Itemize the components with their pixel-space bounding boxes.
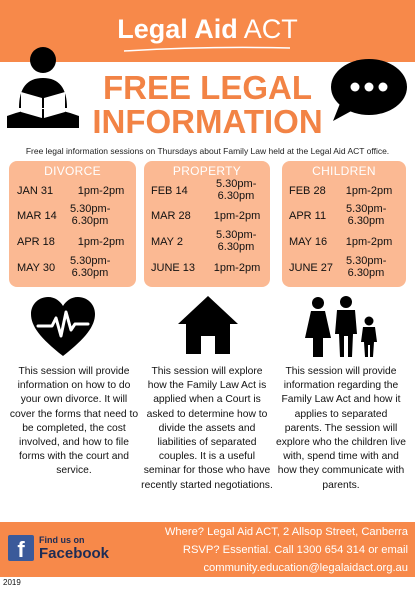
logo-light-text: ACT bbox=[243, 14, 298, 44]
session-row bbox=[144, 178, 270, 204]
session-date: JUNE 13 bbox=[151, 262, 196, 274]
session-time: 5.30pm-6.30pm bbox=[70, 255, 111, 279]
session-row bbox=[144, 229, 270, 255]
session-date: APR 18 bbox=[17, 236, 55, 248]
facebook-small-text: Find us on bbox=[39, 535, 85, 545]
session-time: 1pm-2pm bbox=[213, 262, 261, 274]
session-date: MAY 30 bbox=[17, 262, 56, 274]
session-time: 5.30pm-6.30pm bbox=[216, 178, 257, 202]
person-reading-icon bbox=[5, 46, 81, 132]
session-row bbox=[282, 229, 406, 255]
footer-email-link[interactable]: community.education@legalaidact.org.au bbox=[203, 562, 408, 574]
session-date: MAY 16 bbox=[289, 236, 328, 248]
family-icon bbox=[302, 296, 382, 358]
year-label: 2019 bbox=[3, 578, 21, 587]
page-title-line-2: INFORMATION bbox=[92, 103, 323, 140]
children-description: This session will provide information regarding the Family Law Act and how it applies to separated parents. The session will explore who the children live with, spend time with and how they communicate with parents. bbox=[276, 366, 406, 491]
legal-aid-logo bbox=[0, 14, 415, 44]
card-heading: DIVORCE bbox=[44, 164, 101, 178]
session-row bbox=[9, 229, 136, 255]
footer-rsvp: RSVP? Essential. Call 1300 654 314 or email bbox=[182, 544, 408, 556]
session-time: 1pm-2pm bbox=[213, 210, 261, 222]
card-heading: PROPERTY bbox=[172, 164, 242, 178]
session-row bbox=[9, 203, 136, 229]
session-date: FEB 28 bbox=[289, 185, 326, 197]
property-description: This session will explore how the Family Law Act is applied when a Court is asked to determine how to divide the assets and liabilities of separated couples. It is a useful seminar for those who have recently started negotiations. bbox=[141, 366, 273, 491]
session-row bbox=[282, 203, 406, 229]
session-date: JUNE 27 bbox=[289, 262, 334, 274]
session-time: 1pm-2pm bbox=[345, 236, 393, 248]
session-time: 5.30pm-6.30pm bbox=[70, 203, 111, 227]
facebook-big-text: Facebook bbox=[39, 545, 110, 562]
heart-pulse-icon bbox=[30, 296, 96, 358]
session-date: JAN 31 bbox=[17, 185, 54, 197]
property-session-card bbox=[144, 161, 270, 287]
logo-swoosh bbox=[122, 44, 292, 54]
session-time: 5.30pm-6.30pm bbox=[346, 255, 387, 279]
session-row bbox=[282, 255, 406, 281]
session-date: APR 11 bbox=[289, 210, 327, 222]
session-date: MAR 14 bbox=[17, 210, 57, 222]
session-time: 1pm-2pm bbox=[77, 185, 125, 197]
session-time: 1pm-2pm bbox=[77, 236, 125, 248]
subtitle: Free legal information sessions on Thursdays about Family Law held at the Legal Aid ACT office. bbox=[25, 146, 390, 156]
session-row bbox=[144, 255, 270, 281]
session-time: 5.30pm-6.30pm bbox=[346, 203, 387, 227]
session-row bbox=[282, 178, 406, 204]
session-row bbox=[144, 203, 270, 229]
session-time: 5.30pm-6.30pm bbox=[216, 229, 257, 253]
divorce-description: This session will provide information on how to do your own divorce. It will cover the forms that need to be completed, the cost involved, and how to file forms with the court and service. bbox=[9, 366, 139, 477]
session-row bbox=[9, 178, 136, 204]
facebook-icon: f bbox=[8, 535, 34, 561]
speech-bubble-icon bbox=[327, 57, 411, 123]
session-date: MAR 28 bbox=[151, 210, 191, 222]
session-date: FEB 14 bbox=[151, 185, 188, 197]
footer-where: Where? Legal Aid ACT, 2 Allsop Street, Canberra bbox=[164, 526, 408, 538]
divorce-session-card bbox=[9, 161, 136, 287]
session-date: MAY 2 bbox=[151, 236, 183, 248]
house-icon bbox=[176, 294, 240, 356]
page-title-line-1: FREE LEGAL bbox=[102, 69, 312, 106]
session-time: 1pm-2pm bbox=[345, 185, 393, 197]
session-row bbox=[9, 255, 136, 281]
footer-banner bbox=[0, 522, 415, 577]
children-session-card bbox=[282, 161, 406, 287]
logo-bold-text: Legal Aid bbox=[117, 14, 238, 44]
card-heading: CHILDREN bbox=[312, 164, 376, 178]
